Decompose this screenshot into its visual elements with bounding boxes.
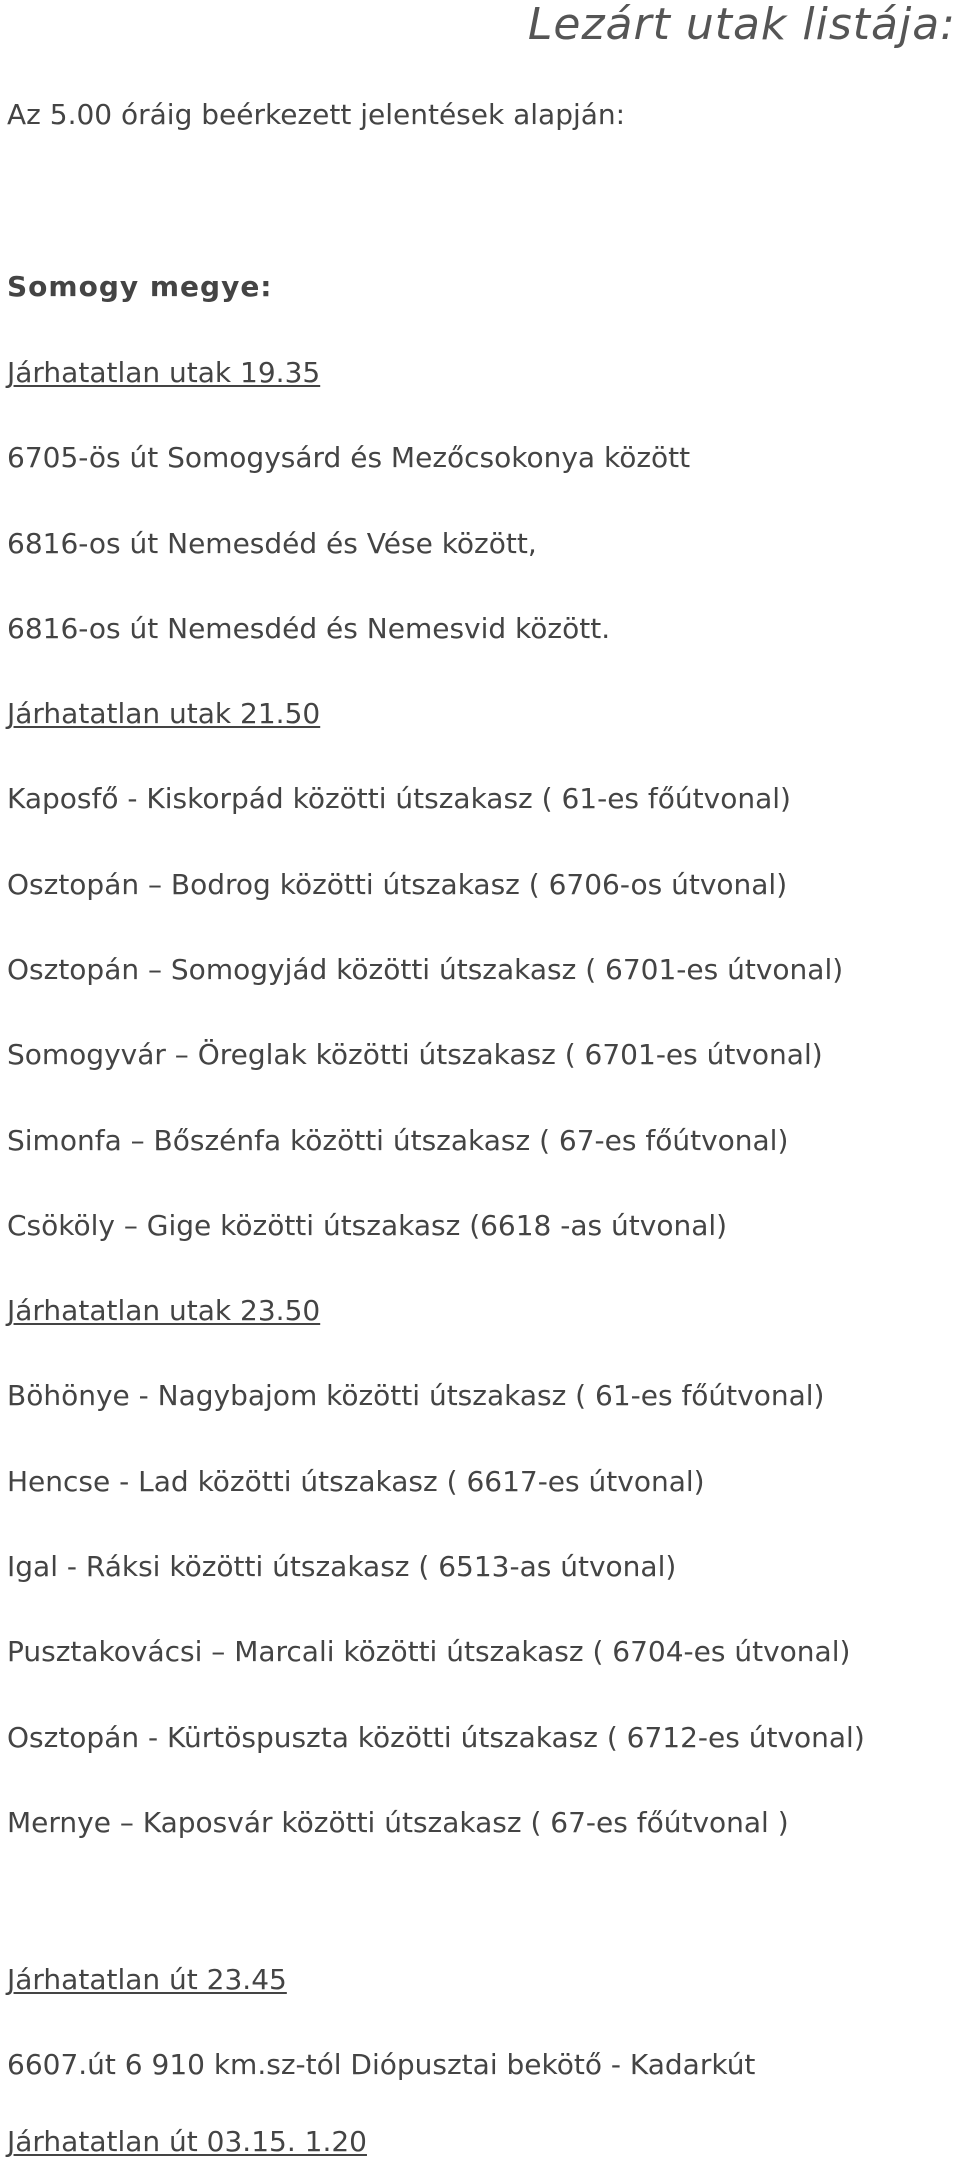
road-closure-item: Csököly – Gige közötti útszakasz (6618 -as útvonal) [7,1209,728,1242]
road-closure-item: Kaposfő - Kiskorpád közötti útszakasz ( 61-es főútvonal) [7,782,791,815]
road-closure-item: Osztopán – Bodrog közötti útszakasz ( 6706-os útvonal) [7,868,788,901]
section-header: Járhatatlan utak 19.35 [7,356,321,389]
road-closure-item: 6816-os út Nemesdéd és Nemesvid között. [7,612,611,645]
road-closure-item: Igal - Ráksi közötti útszakasz ( 6513-as útvonal) [7,1550,677,1583]
road-closure-item: Böhönye - Nagybajom közötti útszakasz ( 61-es főútvonal) [7,1379,825,1412]
road-closure-item: Hencse - Lad közötti útszakasz ( 6617-es útvonal) [7,1465,705,1498]
page-title: Lezárt utak listája: [527,0,956,50]
county-heading: Somogy megye: [7,270,273,303]
road-closure-item: 6705-ös út Somogysárd és Mezőcsokonya között [7,441,691,474]
road-closure-item: Mernye – Kaposvár közötti útszakasz ( 67-es főútvonal ) [7,1806,789,1839]
road-closure-item: Somogyvár – Öreglak közötti útszakasz ( 6701-es útvonal) [7,1038,823,1071]
road-closure-item: Pusztakovácsi – Marcali közötti útszakasz ( 6704-es útvonal) [7,1635,851,1668]
section-header: Járhatatlan út 03.15. 1.20 [7,2125,367,2158]
section-header: Járhatatlan utak 23.50 [7,1294,321,1327]
intro-text: Az 5.00 óráig beérkezett jelentések alapján: [7,98,626,131]
road-closure-item: 6607.út 6 910 km.sz-tól Diópusztai bekötő - Kadarkút [7,2048,756,2081]
section-header: Járhatatlan utak 21.50 [7,697,321,730]
road-closure-item: Simonfa – Bőszénfa közötti útszakasz ( 67-es főútvonal) [7,1124,789,1157]
section-header: Járhatatlan út 23.45 [7,1963,287,1996]
road-closure-item: Osztopán – Somogyjád közötti útszakasz ( 6701-es útvonal) [7,953,844,986]
road-closure-item: Osztopán - Kürtöspuszta közötti útszakasz ( 6712-es útvonal) [7,1721,865,1754]
road-closure-item: 6816-os út Nemesdéd és Vése között, [7,527,537,560]
